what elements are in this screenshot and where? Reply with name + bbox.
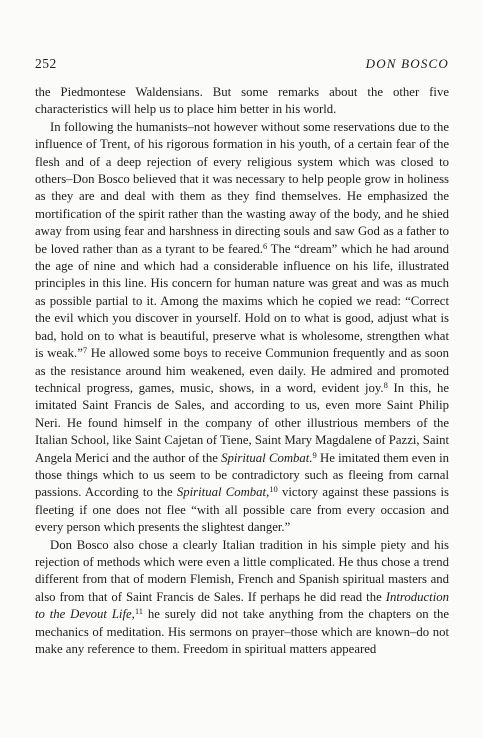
text-run: In following the humanists–not however without some reservations due to the influence of Trent, of his rigorous formation in his youth, of a certain fear of the flesh and of a deep rejection of every religious system which was closed to others–Don Bosco believed that it was necessary to help people grow in holiness as they are and deal with them as they find themselves. He emphasized the mortification of the spirit rather than the wasting away of the body, and he shied away from using fear and harshness in directing souls and saw God as a father to be loved rather than as a tyrant to be feared. [35,119,449,256]
text-run: victory against these passions is fleeting if one does not flee “with all possible care from every occasion and every person which presents the slightest danger.” [35,485,449,535]
paragraph [35,537,449,659]
page-number: 252 [35,56,57,71]
text-run: Don Bosco also chose a clearly Italian tradition in his simple piety and his rejection of methods which were even a little complicated. He thus chose a trend different from that of modern Flemish, French and Spanish spiritual masters and also from that of Saint Francis de Sales. If perhaps he did read the [35,537,449,604]
text-run: the Piedmontese Waldensians. But some remarks about the other five characteristics will help us to place him better in his world. [35,85,449,117]
footnote-ref: 8 [383,379,388,390]
text-run: The “dream” which he had around the age of nine and which had a considerable influence on his life, illustrated principles in this line. His concern for human nature was great and was as much as possible partial to it. Among the maxims which he copied we read: “Correct the evil which you discover in yourself. Hold on to what is good, adjust what is bad, hold on to what is beautiful, preserve what is wholesome, strengthen what is weak.” [35,241,449,361]
text-run: In this, he imitated Saint Francis de Sales, and according to us, even more Saint Philip Neri. He found himself in the company of other illustrious members of the Italian School, like Saint Cajetan of Tiene, Saint Mary Magdalene of Pazzi, Saint Angela Merici and the author of the [35,380,449,465]
paragraph [35,119,449,537]
book-title: Introduction to the Devout Life, [35,589,449,622]
footnote-ref: 9 [312,449,317,460]
page-header [35,56,449,80]
text-run: he surely did not take anything from the chapters on the mechanics of meditation. His sermons on prayer–those which are known–do not make any reference to them. Freedom in spiritual matters appeared [35,607,449,656]
text-run: He allowed some boys to receive Communion frequently and as soon as the resistance around him weakened, even daily. He admired and promoted technical progress, games, music, shows, in a word, evident joy. [35,346,449,395]
text-run: He imitated them even in those things which to us seem to be contradictory such as fleeing from carnal passions. According to the [35,450,449,500]
paragraph [35,84,449,119]
book-page [35,56,449,658]
body-text [35,84,449,658]
book-title: Spiritual Combat. [221,450,313,465]
book-title: Spiritual Combat, [176,485,270,500]
footnote-ref: 6 [263,240,268,251]
footnote-ref: 11 [134,606,144,617]
footnote-ref: 7 [82,345,88,356]
running-head: DON BOSCO [365,56,449,71]
footnote-ref: 10 [269,484,278,495]
